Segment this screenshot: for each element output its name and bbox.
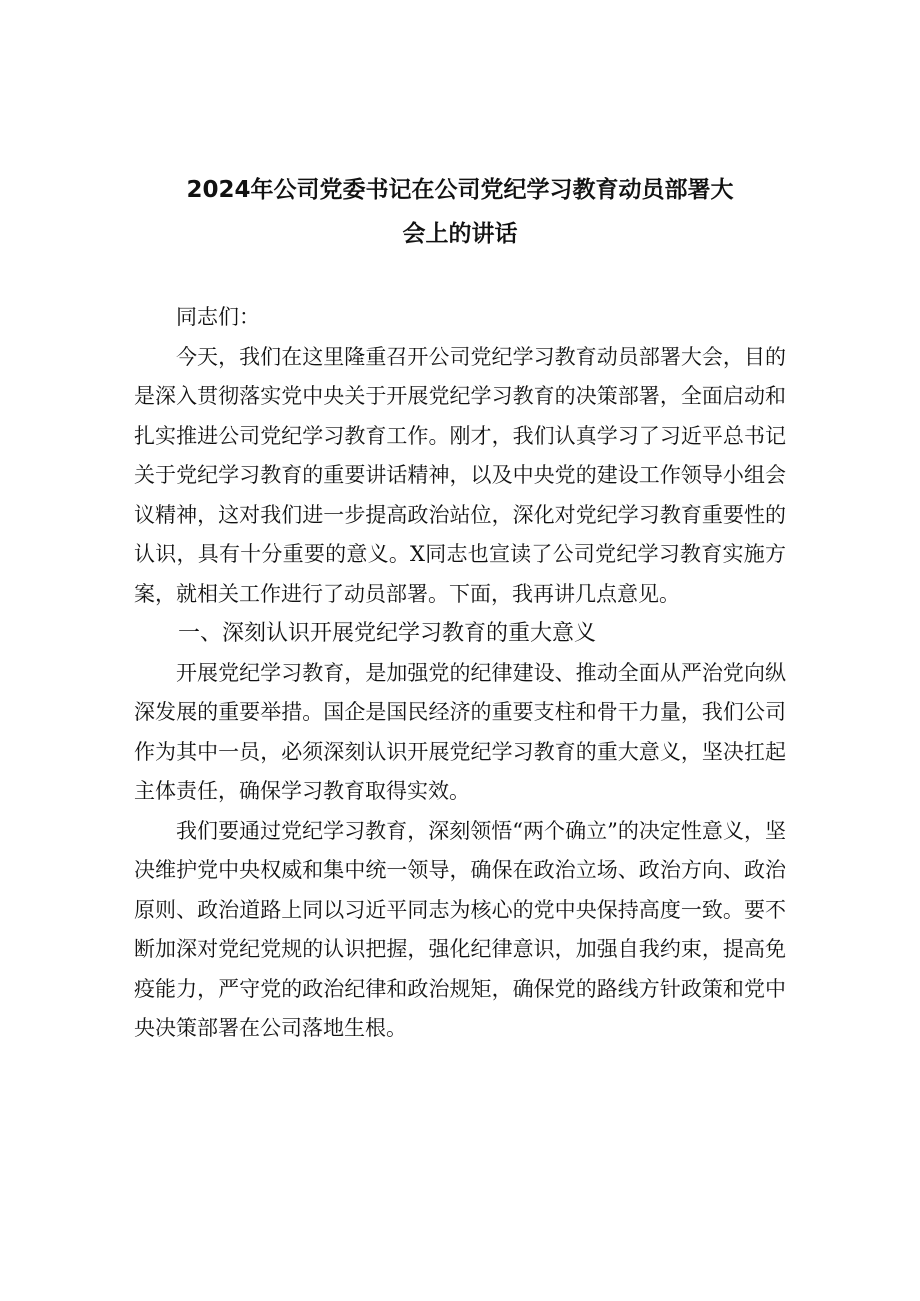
- title-line-2: 会上的讲话: [402, 221, 518, 247]
- intro-paragraph: 今天，我们在这里隆重召开公司党纪学习教育动员部署大会，目的是深入贯彻落实党中央关于开展党纪学习教育的决策部署，全面启动和扎实推进公司党纪学习教育工作。刚才，我们认真学习了习近平总书记关于党纪学习教育的重要讲话精神，以及中央党的建设工作领导小组会议精神，这对我们进一步提高政治站位，深化对党纪学习教育重要性的认识，具有十分重要的意义。X同志也宣读了公司党纪学习教育实施方案，就相关工作进行了动员部署。下面，我再讲几点意见。: [134, 344, 786, 606]
- section-1-heading: 一、深刻认识开展党纪学习教育的重大意义: [178, 621, 597, 646]
- section-1-paragraph-1: 开展党纪学习教育，是加强党的纪律建设、推动全面从严治党向纵深发展的重要举措。国企是国民经济的重要支柱和骨干力量，我们公司作为其中一员，必须深刻认识开展党纪学习教育的重大意义，坚决扛起主体责任，确保学习教育取得实效。: [134, 660, 786, 803]
- document-body: [134, 298, 786, 1049]
- title-line-1: 2024年公司党委书记在公司党纪学习教育动员部署大: [186, 177, 734, 203]
- section-1-paragraph-2: 我们要通过党纪学习教育，深刻领悟“两个确立”的决定性意义，坚决维护党中央权威和集中统一领导，确保在政治立场、政治方向、政治原则、政治道路上同以习近平同志为核心的党中央保持高度一致。要不断加深对党纪党规的认识把握，强化纪律意识，加强自我约束，提高免疫能力，严守党的政治纪律和政治规矩，确保党的路线方针政策和党中央决策部署在公司落地生根。: [134, 818, 786, 1040]
- salutation: 同志们：: [176, 305, 260, 329]
- document-title: [134, 168, 786, 256]
